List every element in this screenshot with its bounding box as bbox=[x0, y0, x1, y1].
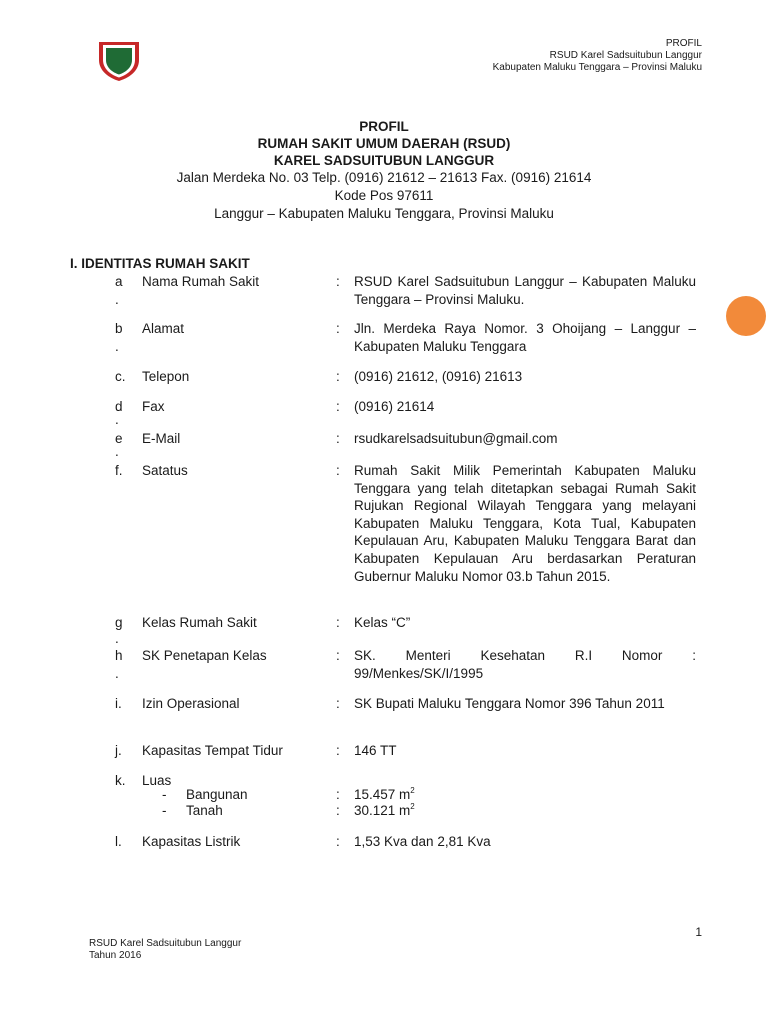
header-profil: PROFIL bbox=[665, 38, 702, 49]
sub-label: Tanah bbox=[186, 803, 223, 818]
hospital-logo bbox=[97, 38, 141, 82]
header-hospital-name: RSUD Karel Sadsuitubun Langgur bbox=[549, 50, 702, 61]
item-value: (0916) 21612, (0916) 21613 bbox=[354, 369, 523, 384]
item-colon: : bbox=[336, 369, 340, 384]
item-colon: : bbox=[336, 648, 340, 663]
item-label: Telepon bbox=[142, 369, 190, 384]
item-letter: k. bbox=[115, 773, 126, 788]
title-rsud: RUMAH SAKIT UMUM DAERAH (RSUD) bbox=[257, 136, 511, 151]
page-number: 1 bbox=[695, 925, 702, 939]
item-letter: i. bbox=[115, 696, 122, 711]
item-value: SK Bupati Maluku Tenggara Nomor 396 Tahun 2011 bbox=[354, 696, 665, 711]
item-label: Alamat bbox=[142, 321, 185, 336]
item-label: Fax bbox=[142, 399, 165, 414]
item-colon: : bbox=[336, 787, 340, 802]
item-colon: : bbox=[336, 743, 340, 758]
footer-hospital: RSUD Karel Sadsuitubun Langgur bbox=[89, 938, 242, 949]
item-label: SK Penetapan Kelas bbox=[142, 648, 267, 663]
title-address: Jalan Merdeka No. 03 Telp. (0916) 21612 – 21613 Fax. (0916) 21614 bbox=[176, 170, 592, 185]
item-letter: c. bbox=[115, 369, 126, 384]
item-label: Kapasitas Listrik bbox=[142, 834, 241, 849]
section-title: I. IDENTITAS RUMAH SAKIT bbox=[70, 256, 250, 271]
item-value: (0916) 21614 bbox=[354, 399, 435, 414]
item-colon: : bbox=[336, 803, 340, 818]
footer-year: Tahun 2016 bbox=[89, 950, 142, 961]
item-colon: : bbox=[336, 463, 340, 478]
item-colon: : bbox=[336, 696, 340, 711]
document-title-block bbox=[0, 118, 768, 223]
email-link[interactable]: rsudkarelsadsuitubun@gmail.com bbox=[354, 431, 558, 446]
item-label: Izin Operasional bbox=[142, 696, 240, 711]
floating-action-button[interactable] bbox=[726, 296, 766, 336]
item-colon: : bbox=[336, 399, 340, 414]
item-label: Nama Rumah Sakit bbox=[142, 274, 260, 289]
item-letter: e . bbox=[115, 431, 123, 459]
sub-dash: - bbox=[162, 803, 167, 818]
item-value: 146 TT bbox=[354, 743, 397, 758]
item-letter: g . bbox=[115, 615, 123, 646]
item-colon: : bbox=[336, 321, 340, 336]
title-postcode: Kode Pos 97611 bbox=[334, 188, 434, 203]
item-value: Rumah Sakit Milik Pemerintah Kabupaten Maluku Tenggara yang telah ditetapkan sebagai Rumah Sakit Rujukan Regional Wilayah Tenggara yang melayani Kabupaten Maluku Tenggara, Kota Tual, Kabupaten Kepulauan Aru, Kabupaten Maluku Tenggara Barat dan Kabupaten Kepulauan Aru berdasarkan Peraturan Gubernur Maluku Nomor 03.b Tahun 2015. bbox=[354, 463, 696, 584]
item-value: 30.121 $m^2$ bbox=[354, 801, 415, 818]
item-letter: b . bbox=[115, 321, 123, 354]
footer bbox=[89, 938, 241, 962]
item-value: 1,53 Kva dan 2,81 Kva bbox=[354, 834, 491, 849]
item-label: Satatus bbox=[142, 463, 188, 478]
item-label: E-Mail bbox=[142, 431, 181, 446]
title-hospital-name: KAREL SADSUITUBUN LANGGUR bbox=[273, 153, 495, 168]
sub-label: Bangunan bbox=[186, 787, 248, 802]
item-letter: h . bbox=[115, 648, 123, 681]
item-colon: : bbox=[336, 834, 340, 849]
shield-icon bbox=[97, 38, 141, 82]
item-value: 15.457 $m^2$ bbox=[354, 785, 415, 802]
item-label: Luas bbox=[142, 773, 172, 788]
item-colon: : bbox=[336, 615, 340, 630]
sub-dash: - bbox=[162, 787, 167, 802]
item-letter: f. bbox=[115, 463, 123, 478]
item-letter: d . bbox=[115, 399, 123, 427]
item-letter: j. bbox=[115, 743, 122, 758]
header-region: Kabupaten Maluku Tenggara – Provinsi Maluku bbox=[492, 62, 702, 73]
item-colon: : bbox=[336, 274, 340, 289]
item-value: Kelas “C” bbox=[354, 615, 411, 630]
item-colon: : bbox=[336, 431, 340, 446]
item-value: Jln. Merdeka Raya Nomor. 3 Ohoijang – Langgur – Kabupaten Maluku Tenggara bbox=[354, 321, 696, 354]
item-label: Kapasitas Tempat Tidur bbox=[142, 743, 283, 758]
title-profil: PROFIL bbox=[359, 119, 409, 134]
item-letter: a . bbox=[115, 274, 123, 307]
title-location: Langgur – Kabupaten Maluku Tenggara, Provinsi Maluku bbox=[214, 206, 554, 221]
item-value: RSUD Karel Sadsuitubun Langgur – Kabupaten Maluku Tenggara – Provinsi Maluku. bbox=[354, 274, 696, 307]
item-letter: l. bbox=[115, 834, 122, 849]
item-value: SK. Menteri Kesehatan R.I Nomor : 99/Menkes/SK/I/1995 bbox=[354, 648, 696, 681]
item-label: Kelas Rumah Sakit bbox=[142, 615, 257, 630]
